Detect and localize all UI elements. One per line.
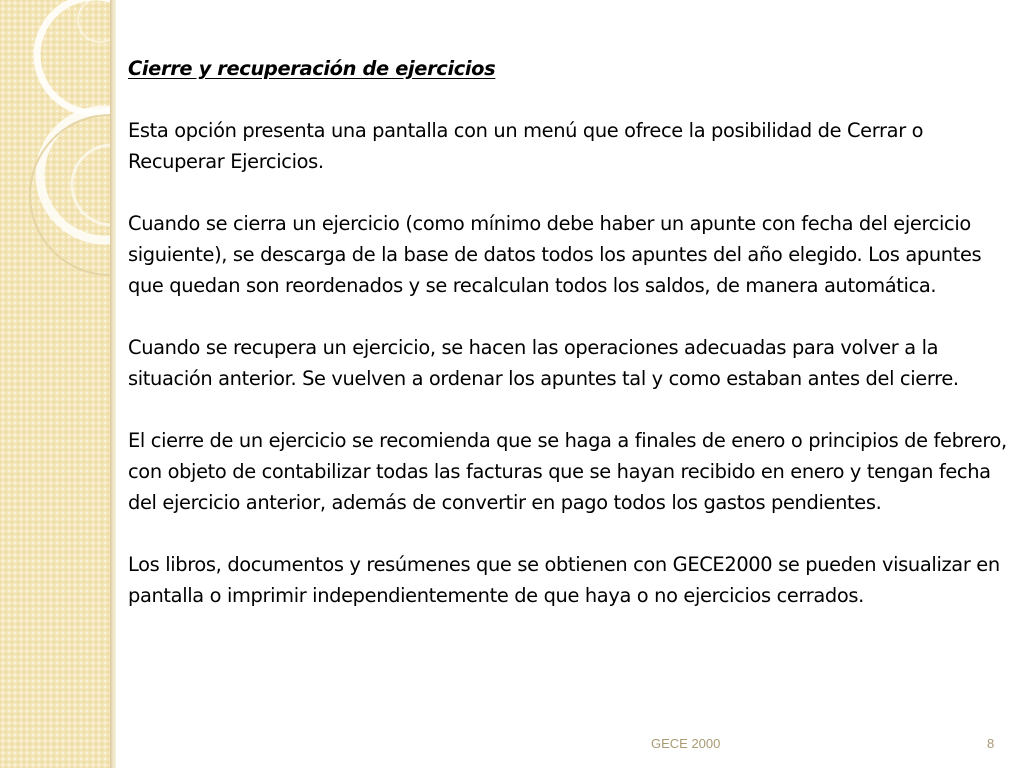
- paragraph-intro: Esta opción presenta una pantalla con un menú que ofrece la posibilidad de Cerrar o Recuperar Ejercicios.: [128, 119, 924, 173]
- concentric-circles-decoration: [0, 0, 112, 768]
- footer-label: GECE 2000: [651, 736, 721, 751]
- slide-content: [128, 53, 1013, 642]
- decorative-sidebar: [0, 0, 112, 768]
- page-number: 8: [987, 736, 995, 751]
- paragraph-books: Los libros, documentos y resúmenes que se obtienen con GECE2000 se pueden visualizar en pantalla o imprimir independientemente de que haya o no ejercicios cerrados.: [128, 553, 1000, 607]
- sidebar-edge-divider: [110, 0, 116, 768]
- paragraph-closing: Cuando se cierra un ejercicio (como mínimo debe haber un apunte con fecha del ejercicio siguiente), se descarga de la base de datos todos los apuntes del año elegido. Los apuntes que quedan son reordenados y se recalculan todos los saldos, de manera automática.: [128, 212, 982, 297]
- slide-heading: Cierre y recuperación de ejercicios: [128, 57, 496, 80]
- paragraph-recovery: Cuando se recupera un ejercicio, se hacen las operaciones adecuadas para volver a la situación anterior. Se vuelven a ordenar los apuntes tal y como estaban antes del cierre.: [128, 336, 959, 390]
- paragraph-recommendation: El cierre de un ejercicio se recomienda que se haga a finales de enero o principios de febrero, con objeto de contabilizar todas las facturas que se hayan recibido en enero y tengan fecha del ejercicio anterior, además de convertir en pago todos los gastos pendientes.: [128, 429, 1007, 514]
